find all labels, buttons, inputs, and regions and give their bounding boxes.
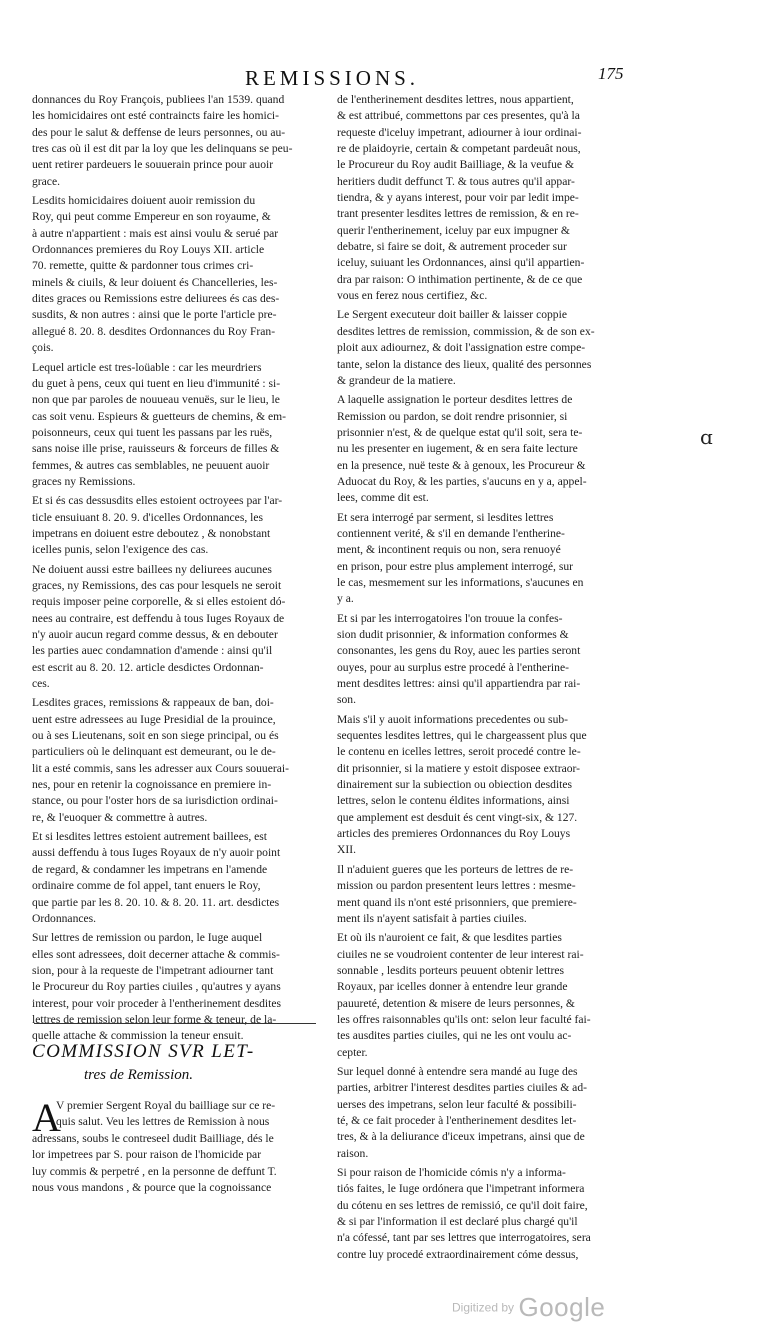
paragraph	[337, 1064, 633, 1162]
text-line: du cótenu en ses lettres de remissió, ce qu'il doit faire,	[337, 1198, 588, 1212]
text-line: minels & ciuils, & leur doiuent és Chancelleries, les-	[32, 275, 278, 289]
text-line: nes, pour en retenir la cognoissance en premiere in-	[32, 778, 272, 792]
text-line: sequentes lesdites lettres, qui le chargeassent plus que	[337, 729, 587, 743]
text-line: uerses des impetrans, selon leur faculté & possibili-	[337, 1097, 577, 1111]
paragraph	[337, 307, 633, 389]
text-line: Roy, qui peut comme Empereur en son royaume, &	[32, 210, 271, 224]
text-line: sans noise ille prise, rauisseurs & forceurs de filles &	[32, 442, 280, 456]
text-line: quis salut. Veu les lettres de Remission à nous	[56, 1115, 270, 1129]
text-line: de l'entherinement desdites lettres, nous appartient,	[337, 93, 574, 106]
text-line: cepter.	[337, 1045, 368, 1059]
text-line: nees au contraire, est deffendu à tous Iuges Royaux de	[32, 611, 285, 625]
text-line: elles sont adressees, doit decerner attache & commis-	[32, 947, 280, 961]
text-line: ou à ses Lieutenans, soit en son siege principal, ou és	[32, 729, 279, 743]
text-line: uent estre adressees au Iuge Presidial de la prouince,	[32, 712, 276, 726]
text-line: requeste d'iceluy impetrant, adiourner à iour ordinai-	[337, 125, 582, 139]
text-line: luy commis & perpetré , en la personne de deffunt T.	[32, 1164, 277, 1178]
text-line: est escrit au 8. 20. 12. article desdictes Ordonnan-	[32, 660, 264, 674]
text-line: parties, arbitrer l'interest desdites parties ciuiles & ad-	[337, 1081, 587, 1095]
text-line: tes ausdites parties ciuiles, qui ne les ont voulu ac-	[337, 1029, 572, 1043]
text-line: les parties auec condamnation d'amende : ainsi qu'il	[32, 644, 273, 658]
commission-paragraph	[32, 1095, 317, 1196]
text-line: n'y auoir aucun regard comme dessus, & en debouter	[32, 628, 278, 641]
text-line: & grandeur de la matiere.	[337, 373, 456, 387]
text-line: ment, & incontinent requis ou non, sera renuoyé	[337, 543, 561, 557]
text-line: vous en ferez nous certifiez, &c.	[337, 289, 488, 303]
text-line: ces.	[32, 677, 50, 691]
paragraph	[32, 360, 317, 491]
text-line: impetrans en doiuent estre deboutez , & nonobstant	[32, 526, 271, 540]
right-text-column	[337, 92, 633, 1266]
text-line: femmes, & autres cas semblables, ne peuuent auoir	[32, 458, 270, 472]
text-line: du guet à pens, ceux qui tuent en lieu d'immunité : si-	[32, 376, 281, 390]
text-line: y a.	[337, 592, 354, 606]
paragraph	[337, 930, 633, 1061]
text-line: graces, ny Remissions, des cas pour lesquels ne seroit	[32, 578, 282, 592]
text-line: dra par raison: O inthimation pertinente, & de ce que	[337, 272, 583, 286]
text-line: les offres raisonnables qu'ils ont: selon leur faculté fai-	[337, 1012, 591, 1026]
text-line: sion dudit prisonnier, & information conformes &	[337, 628, 569, 641]
text-line: lees, comme dit est.	[337, 491, 429, 505]
text-line: prisonnier n'est, & de quelque estat qu'il soit, sera te-	[337, 425, 583, 439]
text-line: debatre, si faire se doit, & autrement proceder sur	[337, 240, 567, 254]
text-line: nu les presenter en iugement, & en sera faite lecture	[337, 442, 578, 456]
text-line: tres, & à la deliurance d'iceux impetrans, ainsi que de	[337, 1130, 585, 1144]
text-line: çois.	[32, 341, 54, 355]
text-line: lit a esté commis, sans les adresser aux Cours souuerai-	[32, 761, 289, 775]
text-line: que amplement est desduit és cent vingt-six, & 127.	[337, 810, 578, 824]
text-line: raison.	[337, 1146, 369, 1160]
text-line: tres cas où il est dit par la loy que les delinquans se peu-	[32, 142, 293, 156]
text-line: sonnable , lesdits porteurs peuuent obtenir lettres	[337, 963, 564, 977]
text-line: Lequel article est tres-loüable : car les meurdriers	[32, 360, 262, 374]
text-line: Et si lesdites lettres estoient autrement baillees, est	[32, 830, 268, 844]
text-line: Il n'aduient gueres que les porteurs de lettres de re-	[337, 862, 574, 876]
text-line: contiennent verité, & s'il en demande l'entherine-	[337, 526, 565, 540]
paragraph	[337, 611, 633, 709]
text-line: Ne doiuent aussi estre baillees ny deliurees aucunes	[32, 562, 272, 576]
text-line: le cas, mesmement sur les informations, s'aucunes en	[337, 575, 584, 589]
text-line: n'a cófessé, tant par ses lettres que interrogatoires, sera	[337, 1231, 591, 1245]
section-divider	[34, 1023, 316, 1024]
text-line: de regard, & condamner les impetrans en l'amende	[32, 862, 268, 876]
text-line: des pour le salut & deffense de leurs personnes, ou au-	[32, 125, 286, 139]
text-line: & si par l'information il est declaré plus chargé qu'il	[337, 1215, 578, 1229]
watermark-prefix: Digitized by	[452, 1300, 515, 1315]
text-line: ploit aux adiournez, & doit l'assignation estre compe-	[337, 341, 586, 355]
text-line: desdites lettres de remission, commission, & de son ex-	[337, 324, 595, 338]
paragraph	[337, 1165, 633, 1263]
text-line: Sur lequel donné à entendre sera mandé au Iuge des	[337, 1064, 578, 1078]
running-head-title: REMISSIONS.	[244, 66, 420, 90]
text-line: dites graces ou Remissions estre deliurees és cas des-	[32, 292, 280, 306]
text-line: adressans, soubs le contreseel dudit Bailliage, dés le	[32, 1131, 274, 1145]
text-line: tiendra, & y ayans interest, pour voir par ledit impe-	[337, 191, 579, 205]
text-line: le Procureur du Roy parties ciuiles , qu'autres y ayans	[32, 980, 281, 994]
text-line: Et sera interrogé par serment, si lesdites lettres	[337, 510, 554, 524]
section-heading-line1: COMMISSION SVR LET-	[32, 1041, 255, 1062]
text-line: re, & l'euoquer & commettre à autres.	[32, 810, 208, 824]
commission-text	[32, 1095, 317, 1196]
text-line: à autre n'appartient : mais est ainsi voulu & serué par	[32, 226, 279, 240]
text-line: re de plaidoyrie, certain & competant pardeuât nous,	[337, 142, 581, 156]
margin-mark: ɑ	[700, 425, 713, 449]
text-line: Royaux, par icelles donner à entendre leur grande	[337, 980, 568, 994]
text-line: Ordonnances.	[32, 911, 97, 925]
text-line: ment quand ils n'ont esté prisonniers, que premiere-	[337, 895, 577, 909]
text-line: V premier Sergent Royal du bailliage sur ce re-	[56, 1099, 276, 1112]
drop-cap: A	[32, 1095, 61, 1140]
text-line: interest, pour voir proceder à l'entherinement desdites	[32, 996, 282, 1010]
text-line: & est attribué, commettons par ces presentes, qu'à la	[337, 109, 580, 123]
text-line: en prison, pour estre plus amplement interrogé, sur	[337, 559, 574, 573]
paragraph	[32, 930, 317, 1044]
paragraph	[337, 712, 633, 859]
text-line: querir l'entherinement, iceluy par eux impugner &	[337, 223, 570, 237]
text-line: 70. remette, quitte & pardonner tous crimes cri-	[32, 259, 254, 273]
text-line: articles des premieres Ordonnances du Roy Louys	[337, 827, 571, 841]
text-line: quelle attache & commission la teneur ensuit.	[32, 1029, 244, 1043]
text-line: XII.	[337, 843, 356, 857]
text-line: Mais s'il y auoit informations precedentes ou sub-	[337, 712, 569, 726]
text-line: dinairement sur la subiection ou obiection desdites	[337, 778, 573, 792]
text-line: mission ou pardon presentent leurs lettres : mesme-	[337, 879, 576, 893]
text-line: pauureté, detention & misere de leurs personnes, &	[337, 996, 575, 1010]
paragraph	[32, 193, 317, 356]
text-line: Et où ils n'auroient ce fait, & que lesdites parties	[337, 931, 562, 945]
text-line: ouyes, pour au surplus estre procedé à l'entherine-	[337, 660, 569, 674]
text-line: Ordonnances premieres du Roy Louys XII. article	[32, 243, 265, 257]
text-line: le contenu en icelles lettres, seroit procedé contre le-	[337, 745, 581, 759]
text-line: ordinaire comme de fol appel, tant enuers le Roy,	[32, 879, 261, 893]
text-line: Le Sergent executeur doit bailler & laisser coppie	[337, 308, 567, 322]
text-line: requis imposer peine corporelle, & si elles estoient dó-	[32, 595, 286, 609]
left-text-column	[32, 92, 317, 1048]
text-line: non que par paroles de nouueau venuës, sur le lieu, le	[32, 393, 280, 407]
text-line: ciuiles ne se voudroient contenter de leur interest rai-	[337, 947, 584, 961]
text-line: Lesdites graces, remissions & rappeaux de ban, doi-	[32, 696, 274, 710]
text-line: tante, selon la distance des lieux, qualité des personnes	[337, 357, 592, 371]
text-line: lettres de remission selon leur forme & teneur, de la-	[32, 1012, 277, 1026]
text-line: particuliers où le delinquant est demeurant, ou le de-	[32, 745, 276, 759]
text-line: graces ny Remissions.	[32, 474, 136, 488]
text-line: dit prisonnier, si la matiere y estoit disposee extraor-	[337, 761, 581, 775]
text-line: lor impetrees par S. pour raison de l'homicide par	[32, 1148, 262, 1162]
paragraph	[337, 510, 633, 608]
text-line: grace.	[32, 174, 60, 188]
text-line: que partie par les 8. 20. 10. & 8. 20. 11. art. desdictes	[32, 895, 280, 909]
text-line: uent retirer pardeuers le souuerain prince pour auoir	[32, 158, 274, 172]
paragraph	[32, 92, 317, 190]
text-line: Remission ou pardon, se doit rendre prisonnier, si	[337, 409, 568, 423]
text-line: les homicidaires ont esté contraincts faire les homici-	[32, 109, 279, 123]
text-line: Lesdits homicidaires doiuent auoir remission du	[32, 194, 256, 208]
text-line: donnances du Roy François, publiees l'an 1539. quand	[32, 93, 285, 106]
paragraph	[32, 695, 317, 826]
google-logo: Google	[518, 1292, 606, 1322]
text-line: lettres, selon le contenu éldites informations, ainsi	[337, 794, 570, 808]
text-line: consonantes, les gens du Roy, auec les parties seront	[337, 644, 581, 658]
text-line: contre luy procedé extraordinairement cóme dessus,	[337, 1247, 579, 1261]
text-line: ment desdites lettres: ainsi qu'il appartiendra par rai-	[337, 677, 581, 691]
text-line: cas soit venu. Espieurs & guetteurs de chemins, & em-	[32, 409, 287, 423]
paragraph	[32, 493, 317, 558]
text-line: A laquelle assignation le porteur desdites lettres de	[337, 393, 573, 407]
text-line: aussi deffendu à tous Iuges Royaux de n'y auoir point	[32, 846, 281, 860]
text-line: trant presenter lesdites lettres de remission, & en re-	[337, 207, 579, 221]
page-number: 175	[598, 64, 624, 83]
text-line: Sur lettres de remission ou pardon, le Iuge auquel	[32, 931, 263, 945]
text-line: tiós faites, le Iuge ordónera que l'impetrant informera	[337, 1182, 585, 1196]
digitization-watermark	[452, 1292, 605, 1323]
text-line: heritiers dudit deffunct T. & tous autres qu'il appar-	[337, 174, 575, 188]
text-line: Et si és cas dessusdits elles estoient octroyees par l'ar-	[32, 494, 283, 508]
text-line: poisonneurs, ceux qui tuent les passans par les ruës,	[32, 425, 273, 439]
text-line: le Procureur du Roy audit Bailliage, & la veufue &	[337, 158, 574, 172]
text-line: ment ils n'ayent satisfait à parties ciuiles.	[337, 911, 527, 925]
paragraph	[337, 862, 633, 927]
paragraph	[32, 829, 317, 927]
text-line: ticle ensuiuant 8. 20. 9. d'icelles Ordonnances, les	[32, 510, 264, 524]
text-line: sion, pour à la requeste de l'impetrant adiourner tant	[32, 963, 274, 977]
text-line: en la presence, nuë teste & à genoux, les Procureur &	[337, 458, 586, 472]
text-line: stance, ou pour l'oster hors de sa iurisdiction ordinai-	[32, 794, 278, 808]
text-line: iceluy, suiuant les Ordonnances, ainsi qu'il appartien-	[337, 256, 585, 270]
paragraph	[337, 392, 633, 506]
paragraph	[32, 562, 317, 693]
text-line: son.	[337, 693, 357, 707]
text-line: Et si par les interrogatoires l'on trouue la confes-	[337, 611, 563, 625]
text-line: allegué 8. 20. 8. desdites Ordonnances du Roy Fran-	[32, 324, 276, 338]
paragraph	[337, 92, 633, 304]
text-line: Aduocat du Roy, & les parties, s'aucuns en y a, appel-	[337, 474, 587, 488]
text-line: Si pour raison de l'homicide cómis n'y a informa-	[337, 1166, 566, 1179]
text-line: susdits, & non autres : ainsi que le porte l'article pre-	[32, 308, 277, 322]
text-line: icelles punis, selon l'exigence des cas.	[32, 543, 209, 557]
section-heading-line2: tres de Remission.	[84, 1067, 194, 1083]
text-line: té, & ce fait proceder à l'entherinement desdites let-	[337, 1113, 577, 1127]
text-line: nous vous mandons , & pource que la cognoissance	[32, 1181, 272, 1195]
section-heading	[32, 1040, 317, 1086]
